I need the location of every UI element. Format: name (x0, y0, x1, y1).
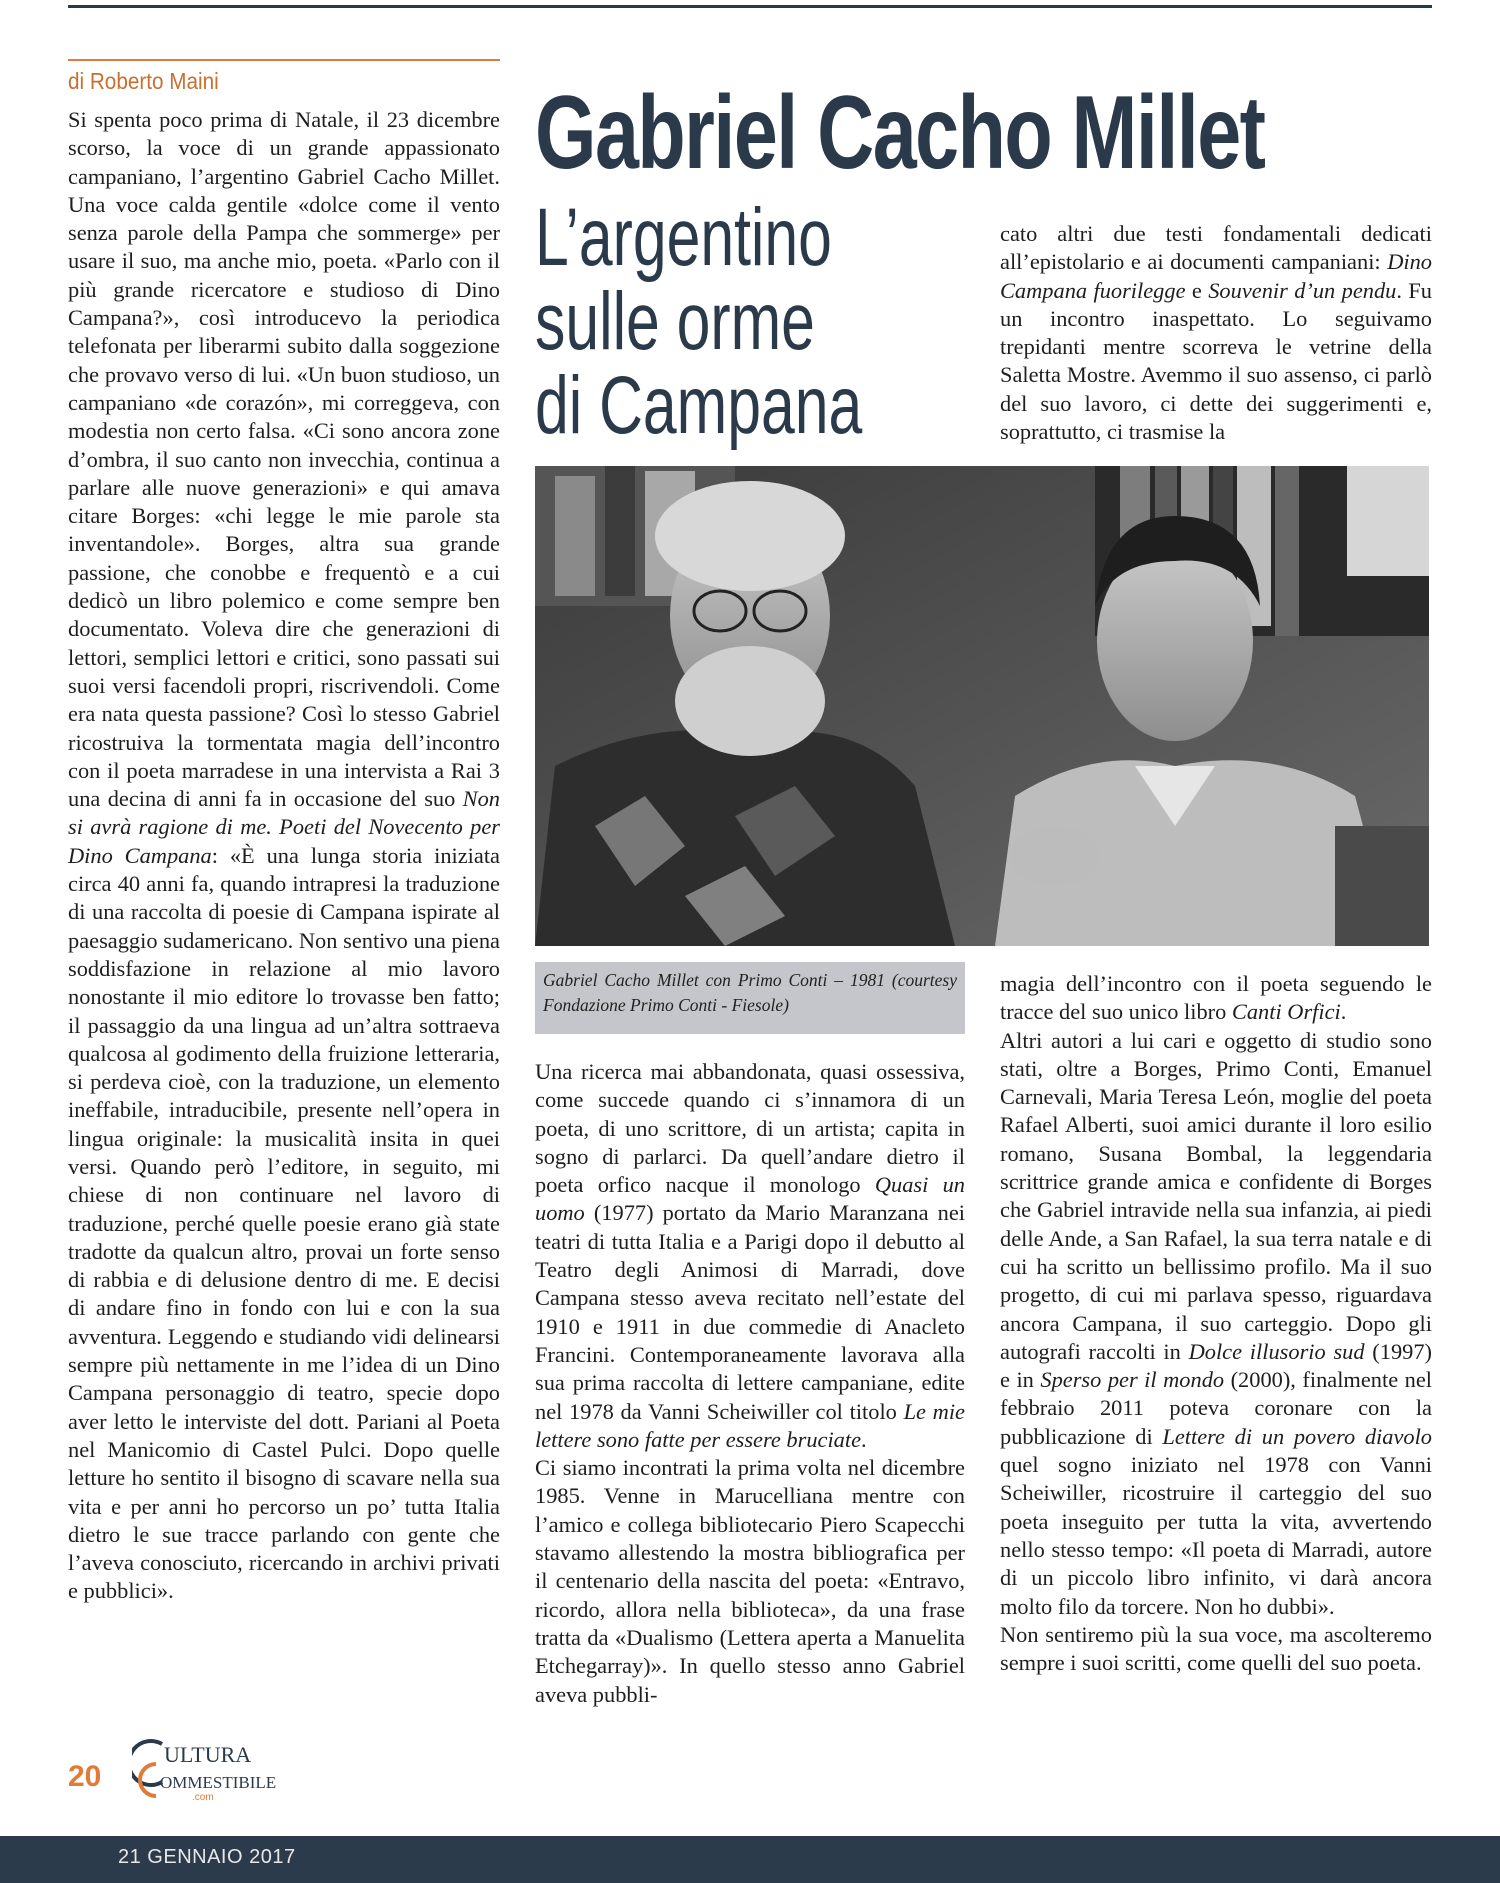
article-column-right-top (1000, 220, 1432, 446)
paragraph: Altri autori a lui cari e oggetto di studio sono stati, oltre a Borges, Primo Conti, Emanuel Carnevali, Maria Teresa León, moglie del poeta Rafael Alberti, suoi amici durante il loro esilio romano, Susana Bombal, la leggendaria scrittrice grande amica e confidente di Borges che Gabriel intravide nella sua infanzia, ai piedi delle Ande, a San Rafael, la sua terra natale e di cui ha scritto un bellissimo profilo. Ma il suo progetto, di cui mi parlava spesso, riguardava ancora Campana, il suo carteggio. Dopo gli autografi raccolti in Dolce illusorio sud (1997) e in Sperso per il mondo (2000), finalmente nel febbraio 2011 poteva coronare con la pubblicazione di Lettere di un povero diavolo quel sogno iniziato nel 1978 con Vanni Scheiwiller, ricostruire il carteggio del suo poeta inseguito per tutta la vita, avvertendo nello stesso tempo: «Il poeta di Marradi, autore di un piccolo libro infinito, vi darà ancora molto filo da torcere. Non ho dubbi». (1000, 1027, 1433, 1619)
author-byline: di Roberto Maini (68, 68, 219, 94)
photo-illustration (535, 466, 1429, 946)
issue-date: 21 GENNAIO 2017 (118, 1846, 296, 1868)
paragraph: magia dell’incontro con il poeta seguendo le tracce del suo unico libro Canti Orfici. (1000, 971, 1432, 1025)
paragraph: Ci siamo incontrati la prima volta nel dicembre 1985. Venne in Marucelliana mentre con l’amico e collega bibliotecario Piero Scapecchi stavamo allestendo la mostra bibliografica per il centenario della nascita del poeta: «Entravo, ricordo, allora nella biblioteca», da una frase tratta da «Dualismo (Lettera aperta a Manuelita Etchegarray)». In quello stesso anno Gabriel aveva pubbli- (535, 1455, 965, 1707)
subtitle-line: L’argentino (535, 192, 832, 283)
cultura-commestibile-logo (132, 1738, 302, 1804)
paragraph: Non sentiremo più la sua voce, ma ascolteremo sempre i suoi scritti, come quelli del suo poeta. (1000, 1621, 1432, 1676)
photo-caption: Gabriel Cacho Millet con Primo Conti – 1981 (courtesy Fondazione Primo Conti - Fiesole) (535, 962, 965, 1034)
subtitle-line: sulle orme (535, 276, 815, 367)
paragraph: Una ricerca mai abbandonata, quasi ossessiva, come succede quando ci s’innamora di un poeta, di uno scrittore, di un artista; capita in sogno di parlarci. Da quell’andare dietro il poeta orfico nacque il monologo Quasi un uomo (1977) portato da Mario Maranzana nei teatri di tutta Italia e a Parigi dopo il debutto al Teatro degli Animosi di Marradi, dove Campana stesso aveva recitato nell’estate del 1910 e 1911 in due commedie di Anacleto Francini. Contemporaneamente lavorava alla sua prima raccolta di lettere campaniane, edite nel 1978 da Vanni Scheiwiller col titolo Le mie lettere sono fatte per essere bruciate. (535, 1059, 965, 1452)
page-number: 20 (68, 1760, 102, 1793)
article-subtitle (535, 192, 863, 451)
article-column-right-bottom (1000, 970, 1432, 1677)
byline-rule (68, 59, 500, 61)
article-photo (535, 466, 1429, 946)
article-title: Gabriel Cacho Millet (535, 75, 1265, 191)
paragraph: cato altri due testi fondamentali dedicati all’epistolario e ai documenti campaniani: Dino Campana fuorilegge e Souvenir d’un pendu. Fu un incontro inaspettato. Lo seguivamo trepidanti mentre scorreva le vetrine della Saletta Mostre. Avemmo il suo assenso, ci parlò del suo lavoro, ci dette dei suggerimenti e, soprattutto, ci trasmise la (1000, 221, 1433, 445)
footer-bar (0, 1836, 1500, 1883)
logo-line3: .com (192, 1792, 214, 1803)
logo-line1: ULTURA (164, 1742, 252, 1767)
paragraph: Si spenta poco prima di Natale, il 23 dicembre scorso, la voce di un grande appassionato campaniano, l’argentino Gabriel Cacho Millet. Una voce calda gentile «dolce come il vento senza parole della Pampa che sommerge» per usare il suo, ma anche mio, poeta. «Parlo con il più grande ricercatore e studioso di Dino Campana?», così introducevo la periodica telefonata per liberarmi subito dalla soggezione che provavo verso di lui. «Un buon studioso, un campaniano «de corazón», mi correggeva, con modestia non certo falsa. «Ci sono ancora zone d’ombra, il suo canto non invecchia, continua a parlare alle nuove generazioni» e qui amava citare Borges: «chi legge le mie parole sta inventandole». Borges, altra sua grande passione, che conobbe e frequentò e a cui dedicò un libro polemico e come sempre ben documentato. Voleva dire che generazioni di lettori, semplici lettori e critici, sono passati sui suoi versi facendoli propri, riscrivendoli. Come era nata questa passione? Così lo stesso Gabriel ricostruiva la tormentata magia dell’incontro con il poeta marradese in una intervista a Rai 3 una decina di anni fa in occasione del suo Non si avrà ragione di me. Poeti del Novecento per Dino Campana: «È una lunga storia iniziata circa 40 anni fa, quando intrapresi la traduzione di una raccolta di poesie di Campana ispirate al paesaggio sudamericano. Non sentivo una piena soddisfazione in relazione al mio lavoro nonostante il mio editore lo trovasse ben fatto; il passaggio da una lingua ad un’altra sottraeva qualcosa al godimento della fruizione letteraria, si perdeva cioè, con la traduzione, un elemento ineffabile, intraducibile, presente nell’opera in lingua originale: la musicalità insita in quei versi. Quando però l’editore, in seguito, mi chiese di non continuare nel lavoro di traduzione, perché quelle poesie erano già state tradotte da qualcun altro, provai un forte senso di rabbia e di delusione dentro di me. E decisi di andare fino in fondo con lui e con la sua avventura. Leggendo e studiando vidi delinearsi sempre più nettamente in me l’idea di un Dino Campana personaggio di teatro, specie dopo aver letto le interviste del dott. Pariani al Poeta nel Manicomio di Castel Pulci. Dopo quelle letture ho sentito il bisogno di scavare nella sua vita e per anni ho percorso un po’ tutta Italia dietro le sue tracce parlando con gente che l’aveva conosciuto, ricercando in archivi privati e pubblici». (68, 107, 500, 1604)
top-rule (68, 5, 1432, 8)
article-column-middle (535, 1058, 965, 1709)
article-column-left (68, 106, 500, 1606)
logo-line2: OMMESTIBILE (160, 1773, 277, 1792)
subtitle-line: di Campana (535, 360, 863, 451)
